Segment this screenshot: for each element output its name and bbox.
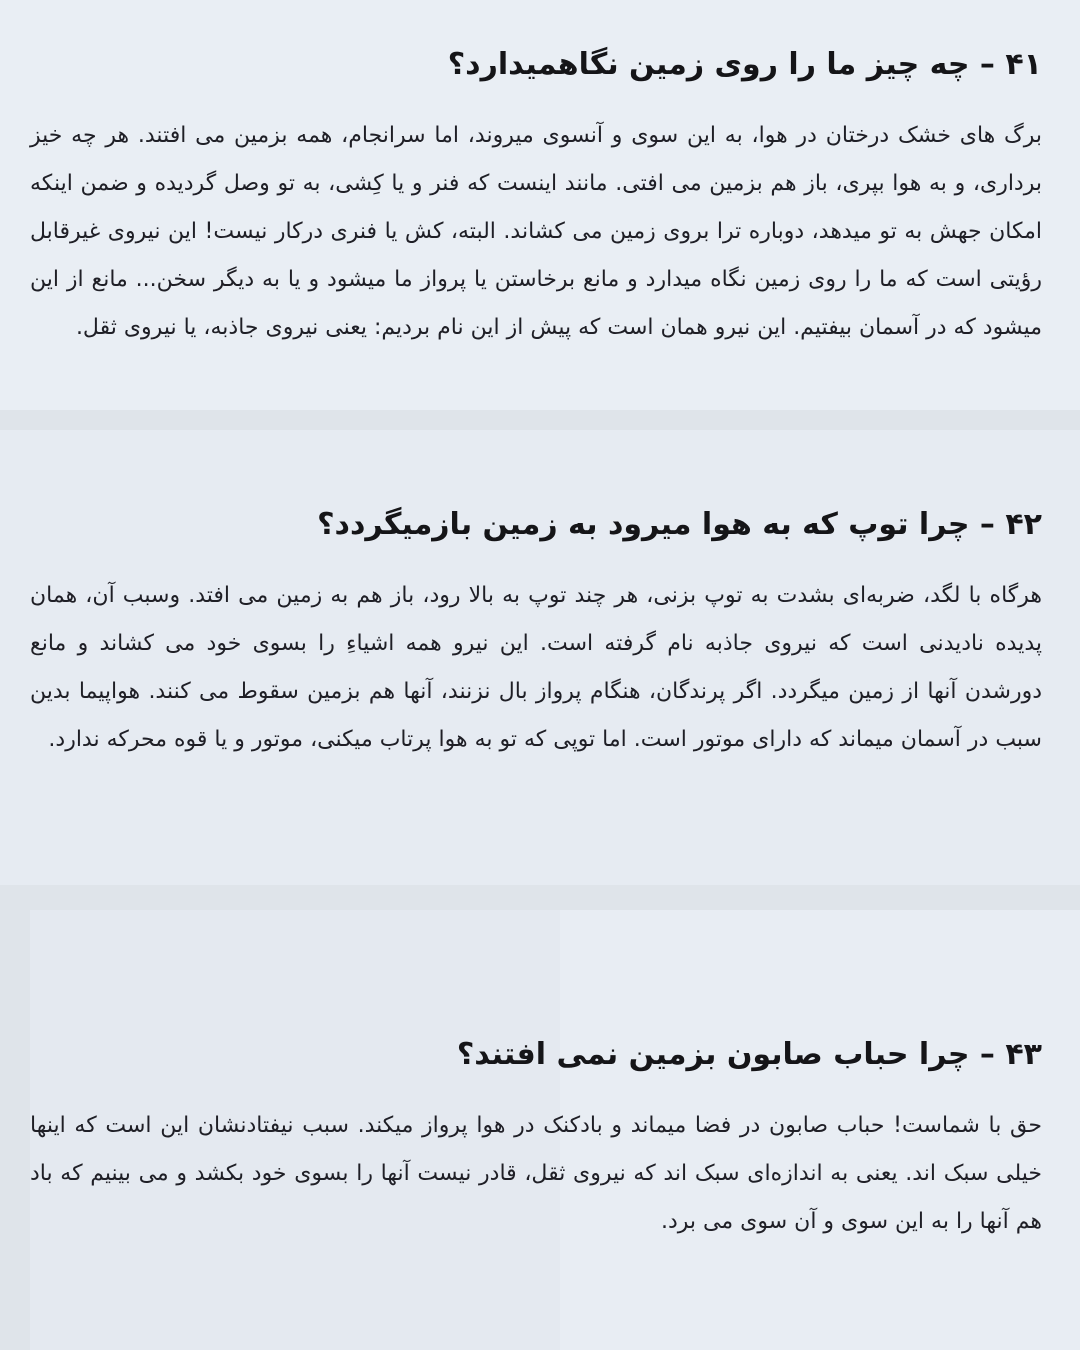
question-43-heading: ۴۳ – چرا حباب صابون بزمین نمی افتند؟ bbox=[456, 1037, 1042, 1072]
question-42-answer: هرگاه با لگد، ضربه‌ای بشدت به توپ بزنی، هر چند توپ به بالا رود، باز هم به زمین می افتد. وسبب آن، همان پدیده نادیدنی است که نیروی جاذبه نام گرفته است. این نیرو همه اشیاءِ را بسوی خود می کشاند و مانع دورشدن آنها از زمین میگردد. اگر پرندگان، هنگام پرواز بال نزنند، آنها هم بزمین سقوط می کنند. هواپیما بدین سبب در آسمان میماند که دارای موتور است. اما توپی که تو به هوا پرتاب میکنی، موتور و یا قوه محرکه ندارد. bbox=[30, 583, 1042, 752]
question-42-section bbox=[30, 500, 1042, 764]
question-41-answer: برگ های خشک درختان در هوا، به این سوی و آنسوی میروند، اما سرانجام، همه بزمین می افتند. هر چه خیز برداری، و به هوا بپری، باز هم بزمین می افتی. مانند اینست که فنر و یا کِشی، به تو وصل گردیده و ضمن اینکه امکان جهش به تو میدهد، دوباره ترا بروی زمین می کشاند. البته، کش یا فنری درکار نیست! این نیروی غیرقابل رؤیتی است که ما را روی زمین نگاه میدارد و مانع برخاستن یا پرواز ما میشود و یا به دیگر سخن... مانع از این میشود که در آسمان بیفتیم. این نیرو همان است که پیش از این نام بردیم: یعنی نیروی جاذبه، یا نیروی ثقل. bbox=[30, 123, 1042, 340]
question-42-heading: ۴۲ – چرا توپ که به هوا میرود به زمین بازمیگردد؟ bbox=[317, 507, 1042, 542]
question-41-section bbox=[30, 40, 1042, 352]
question-41-heading: ۴۱ – چه چیز ما را روی زمین نگاهمیدارد؟ bbox=[447, 47, 1042, 82]
question-43-answer: حق با شماست! حباب صابون در فضا میماند و بادکنک در هوا پرواز میکند. سبب نیفتادنشان این است که اینها خیلی سبک اند. یعنی به اندازه‌ای سبک اند که نیروی ثقل، قادر نیست آنها را بسوی خود بکشد و می بینیم که باد هم آنها را به این سوی و آن سوی می برد. bbox=[30, 1113, 1042, 1234]
question-43-section bbox=[30, 1030, 1042, 1246]
